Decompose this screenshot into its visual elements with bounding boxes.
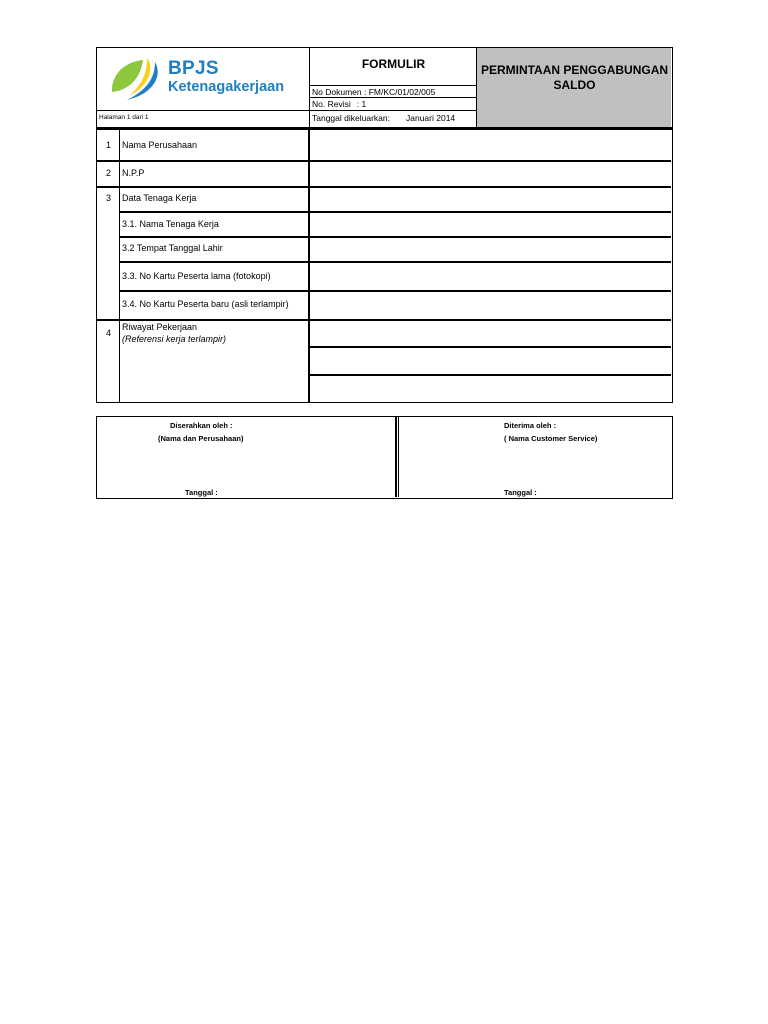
no-revisi-label: No. Revisi [312,99,351,109]
label-riwayat-pekerjaan: Riwayat Pekerjaan [122,322,198,332]
page-number: Halaman 1 dari 1 [97,110,309,127]
input-kartu-baru[interactable] [310,292,671,319]
input-npp[interactable] [310,162,671,186]
label-nama-perusahaan: Nama Perusahaan [122,140,198,150]
no-dokumen: No Dokumen : FM/KC/01/02/005 [310,85,477,98]
diserahkan-label: Diserahkan oleh : [170,421,233,430]
input-nama-tenaga-kerja[interactable] [310,213,671,236]
no-revisi-value: : 1 [356,99,367,109]
input-tempat-tanggal-lahir[interactable] [310,238,671,261]
form-title-line1: PERMINTAAN PENGGABUNGAN [480,63,669,77]
form-header [96,47,673,128]
row-number: 1 [105,140,111,150]
tanggal-value: Januari 2014 [406,113,456,123]
diserahkan-sub: (Nama dan Perusahaan) [158,434,244,443]
form-title-cell [476,48,671,127]
label-nama-tenaga-kerja: 3.1. Nama Tenaga Kerja [122,219,219,229]
tanggal-dikeluarkan [310,110,477,127]
label-data-tenaga-kerja: Data Tenaga Kerja [122,193,197,203]
signature-received [398,417,671,497]
no-revisi [310,97,477,110]
input-riwayat-2[interactable] [310,348,671,374]
input-data-tenaga-kerja[interactable] [310,188,671,211]
document-meta [309,48,476,127]
input-nama-perusahaan[interactable] [310,131,671,160]
form-title-line2: SALDO [553,78,596,92]
diserahkan-date: Tanggal : [185,488,218,497]
row-number: 2 [105,168,111,178]
diterima-label: Diterima oleh : [504,421,557,430]
signature-submitted [97,417,395,497]
logo-sub-text: Ketenagakerjaan [168,79,285,95]
label-kartu-lama: 3.3. No Kartu Peserta lama (fotokopi) [122,271,271,281]
logo-cell [97,48,309,110]
formulir-heading: FORMULIR [361,57,426,71]
label-referensi-kerja: (Referensi kerja terlampir) [122,334,227,344]
form-table [96,128,673,403]
diterima-sub: ( Nama Customer Service) [504,434,598,443]
diterima-date: Tanggal : [504,488,537,497]
row-number: 4 [105,328,111,338]
tanggal-label: Tanggal dikeluarkan: [312,113,390,123]
input-kartu-lama[interactable] [310,263,671,290]
input-riwayat-3[interactable] [310,376,671,402]
bpjs-logo-icon [109,54,161,102]
label-npp: N.P.P [122,168,145,178]
form-title [477,63,672,93]
signature-block [96,416,673,499]
label-kartu-baru: 3.4. No Kartu Peserta baru (asli terlampir) [122,299,289,309]
input-riwayat-1[interactable] [310,321,671,346]
logo-brand-text: BPJS [168,58,219,79]
label-tempat-tanggal-lahir: 3.2 Tempat Tanggal Lahir [122,243,223,253]
row-number: 3 [105,193,111,203]
